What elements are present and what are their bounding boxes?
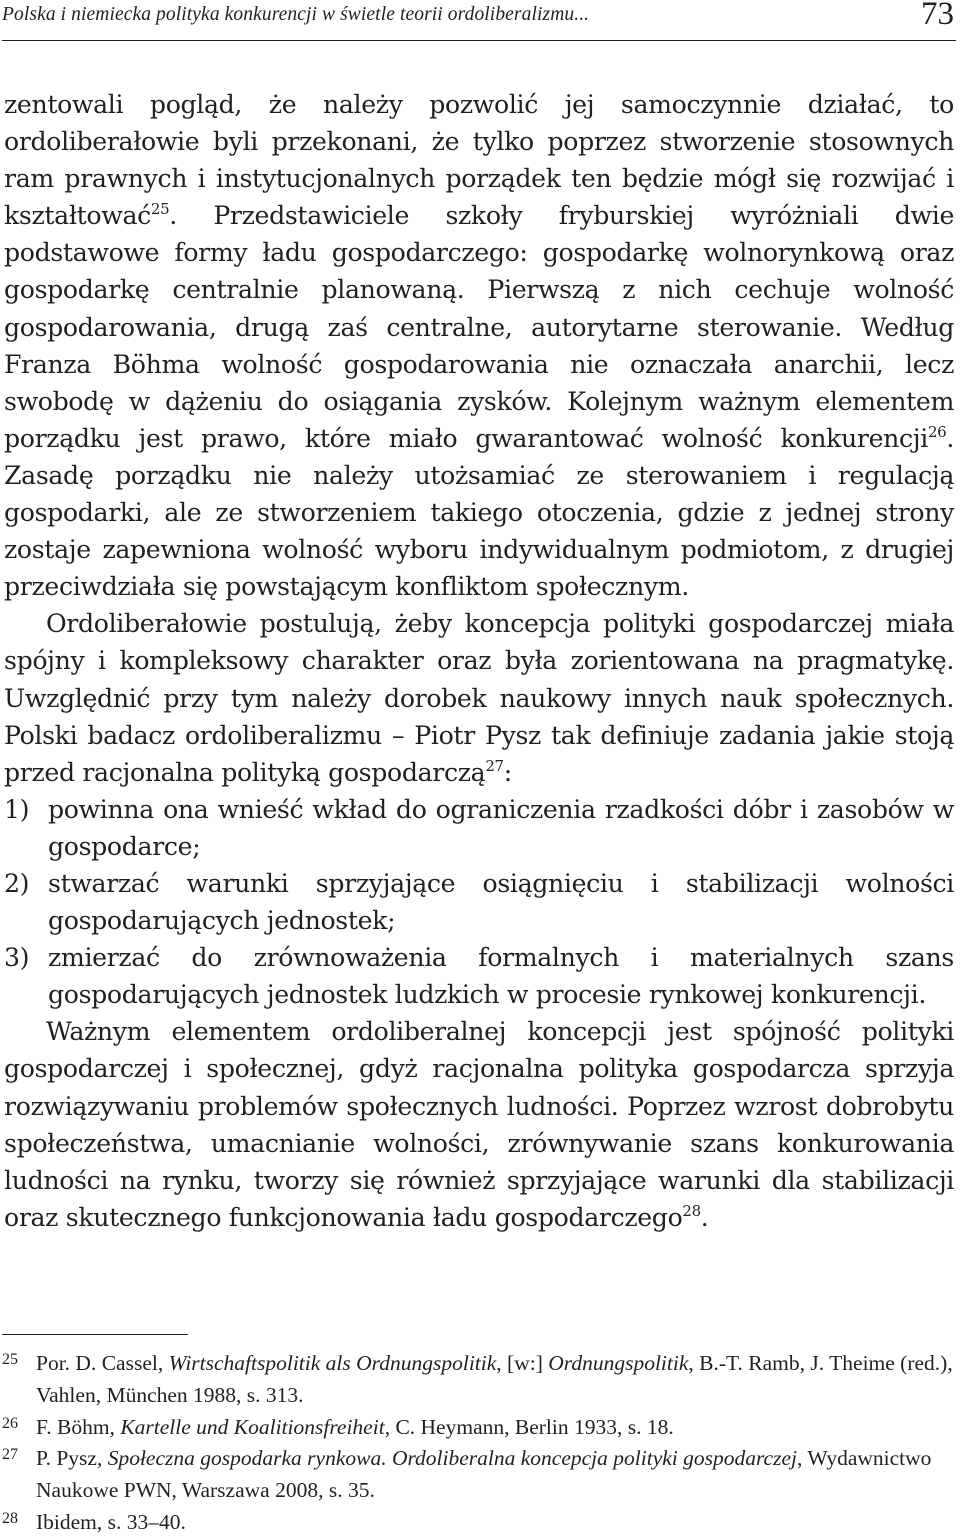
footnote-title: Wirtschaftspolitik als Ordnungspolitik <box>168 1351 497 1375</box>
footnote-ref-27: 27 <box>485 756 504 775</box>
footnote-text: F. Böhm, <box>36 1414 121 1439</box>
paragraph-3-text-a: Ważnym elementem ordoliberalnej koncepcji jest spójność polityki gospodarczej i społecznej, gdyż racjonalna polityka gospodarcza sprzyja rozwiązywaniu problemów społecznych ludności. Poprzez wzrost dobrobytu społeczeństwa, umacnianie wolności, zrównywanie szans konkurowania ludności na rynku, tworzy się również sprzyjające warunki dla stabilizacji oraz skutecznego funkcjonowania ładu gospodarczego <box>4 1017 954 1232</box>
list-text: zmierzać do zrównoważenia formalnych i materialnych szans gospodarujących jednostek ludzkich w procesie rynkowej konkurencji. <box>48 943 954 1010</box>
footnote-ref-25: 25 <box>150 200 170 219</box>
footnote <box>2 1443 954 1507</box>
paragraph-1 <box>4 86 954 605</box>
running-title: Polska i niemiecka polityka konkurencji w świetle teorii ordoliberalizmu... <box>2 4 590 25</box>
footnote-ref-28: 28 <box>682 1201 701 1220</box>
footnote-number: 26 <box>2 1414 18 1432</box>
list-item <box>4 939 954 1013</box>
paragraph-2-text-a: Ordoliberałowie postulują, żeby koncepcja polityki gospodarczej miała spójny i kompleksowy charakter oraz była zorientowana na pragmatykę. Uwzględnić przy tym należy dorobek naukowy innych nauk społecznych. Polski badacz ordoliberalizmu – Piotr Pysz tak definiuje zadania jakie stoją przed racjonalna polityką gospodarczą <box>4 609 954 787</box>
footnote-ref-26: 26 <box>927 422 947 441</box>
footnote-number: 27 <box>2 1446 18 1464</box>
footnotes <box>2 1348 954 1539</box>
footnote <box>2 1412 954 1444</box>
footnote-text: , B.-T. Ramb, J. Theime (red.), Vahlen, München 1988, s. 313. <box>36 1351 953 1407</box>
footnote-text: , C. Heymann, Berlin 1933, s. 18. <box>384 1414 674 1439</box>
list-number: 3) <box>4 943 30 973</box>
footnote-title: Ordnungspolitik <box>548 1351 689 1375</box>
footnote-divider <box>2 1334 188 1335</box>
footnote-text: , Wydawnictwo Naukowe PWN, Warszawa 2008, s. 35. <box>36 1446 932 1503</box>
footnote-number: 25 <box>2 1351 18 1368</box>
footnote <box>2 1507 954 1539</box>
main-text <box>4 86 954 1236</box>
paragraph-2 <box>4 605 954 790</box>
list-number: 2) <box>4 868 30 898</box>
list-item <box>4 791 954 865</box>
footnote-number: 28 <box>2 1509 18 1527</box>
footnote-text: , [w:] <box>496 1351 549 1375</box>
footnote-text: Ibidem, s. 33–40. <box>36 1509 186 1534</box>
footnote-title: Kartelle und Koalitionsfreiheit <box>120 1414 385 1439</box>
page-number: 73 <box>921 0 954 32</box>
paragraph-1-text-c: . Zasadę porządku nie należy utożsamiać ze sterowaniem i regulacją gospodarki, ale ze stworzeniem takiego otoczenia, gdzie z jednej strony zostaje zapewniona wolność wyboru indywidualnym podmiotom, z drugiej przeciwdziała się powstającym konfliktom społecznym. <box>4 423 954 602</box>
footnote <box>2 1348 954 1412</box>
paragraph-1-text-a: zentowali pogląd, że należy pozwolić jej samoczynnie działać, to ordoliberałowie byli przekonani, że tylko poprzez stworzenie stosownych ram prawnych i instytucjonalnych porządek ten będzie mógł się rozwijać i kształtować <box>4 90 954 231</box>
footnote-text: Por. D. Cassel, <box>36 1351 169 1375</box>
page-header <box>2 0 956 41</box>
list-item <box>4 865 954 939</box>
list-text: powinna ona wnieść wkład do ograniczenia rzadkości dóbr i zasobów w gospodarce; <box>48 794 954 861</box>
footnote-text: P. Pysz, <box>36 1446 108 1471</box>
list-number: 1) <box>4 794 30 824</box>
paragraph-3 <box>4 1013 954 1236</box>
paragraph-2-text-b: : <box>503 757 512 787</box>
paragraph-1-text-b: . Przedstawiciele szkoły fryburskiej wyróżniali dwie podstawowe formy ładu gospodarczego: gospodarkę wolnorynkową oraz gospodarkę centralnie planowaną. Pierwszą z nich cechuje wolność gospodarowania, drugą zaś centralne, autorytarne sterowanie. Według Franza Böhma wolność gospodarowania nie oznaczała anarchii, lecz swobodę w dążeniu do osiągania zysków. Kolejnym ważnym elementem porządku jest prawo, które miało gwarantować wolność konkurencji <box>4 201 954 453</box>
list-text: stwarzać warunki sprzyjające osiągnięciu i stabilizacji wolności gospodarujących jednostek; <box>48 868 954 936</box>
paragraph-3-text-b: . <box>700 1202 709 1232</box>
footnote-title: Społeczna gospodarka rynkowa. Ordoliberalna koncepcja polityki gospodarczej <box>107 1446 797 1471</box>
